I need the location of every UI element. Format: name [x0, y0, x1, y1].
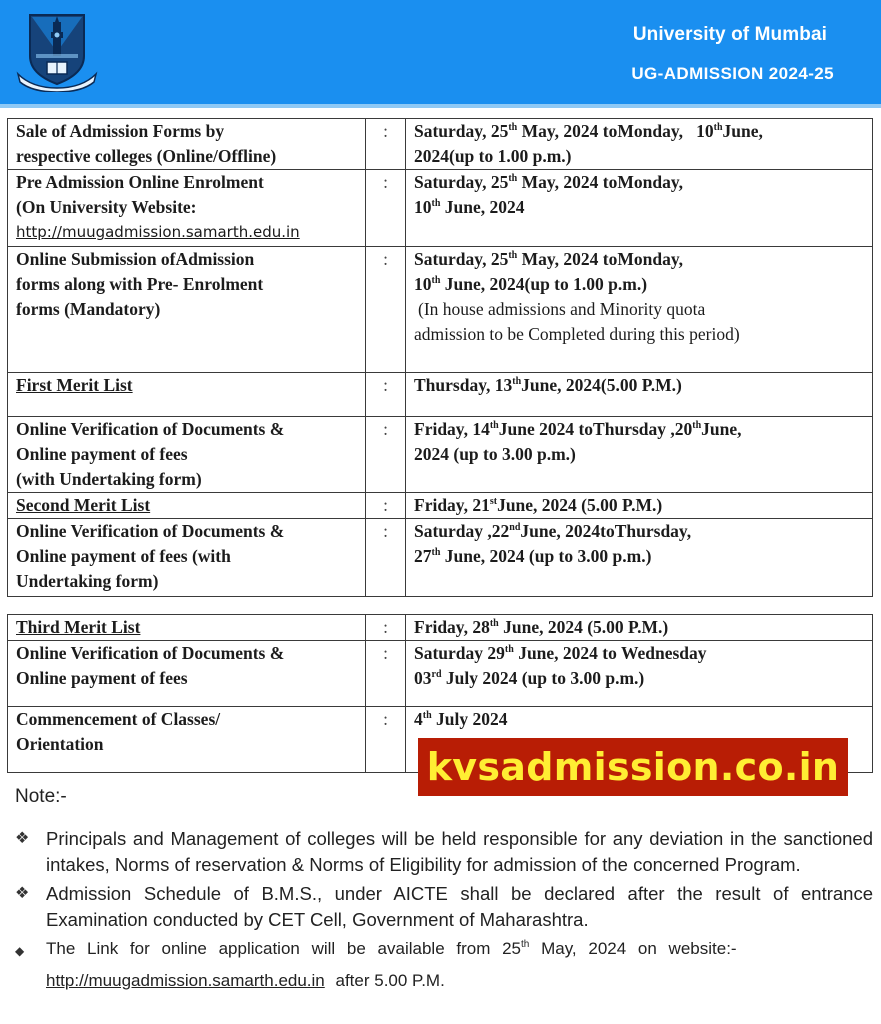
date-cell: Friday, 14thJune 2024 toThursday ,20thJune, 2024 (up to 3.00 p.m.)	[406, 417, 873, 493]
table-row	[8, 170, 873, 247]
table-row	[8, 641, 873, 707]
separator: :	[366, 170, 406, 247]
list-item: ❖ Admission Schedule of B.M.S., under AICTE shall be declared after the result of entrance Examination conducted by CET Cell, Government of Maharashtra.	[15, 883, 873, 930]
diamond-bullet-icon: ❖	[15, 830, 30, 847]
header-subtitle: UG-ADMISSION 2024-25	[631, 64, 834, 83]
separator: :	[366, 119, 406, 170]
separator: :	[366, 641, 406, 707]
activity-cell: Commencement of Classes/ Orientation	[8, 707, 366, 773]
activity-cell: Online Verification of Documents & Online payment of fees	[8, 641, 366, 707]
notes-list	[15, 826, 873, 997]
watermark-banner: kvsadmission.co.in	[418, 738, 848, 796]
table-row	[8, 247, 873, 373]
table-row	[8, 417, 873, 493]
page-header	[0, 0, 881, 104]
activity-cell: Pre Admission Online Enrolment (On University Website: http://muugadmission.samarth.edu.in	[8, 170, 366, 247]
date-cell: Thursday, 13thJune, 2024(5.00 P.M.)	[406, 373, 873, 417]
date-cell: Saturday, 25th May, 2024 toMonday, 10th June, 2024	[406, 170, 873, 247]
date-cell: 4th July 2024	[406, 707, 873, 773]
separator: :	[366, 247, 406, 373]
diamond-bullet-icon: ◆	[15, 944, 25, 958]
university-crest-icon	[14, 12, 100, 92]
activity-cell: Sale of Admission Forms by respective colleges (Online/Offline)	[8, 119, 366, 170]
date-cell: Saturday ,22ndJune, 2024toThursday, 27th June, 2024 (up to 3.00 p.m.)	[406, 519, 873, 597]
list-item: ◆ The Link for online application will be available from 25th May, 2024 on website:- http://muugadmission.samarth.edu.in after 5.00 P.M.	[15, 939, 737, 990]
activity-cell: First Merit List	[8, 373, 366, 417]
date-cell: Friday, 28th June, 2024 (5.00 P.M.)	[406, 615, 873, 641]
admission-portal-link[interactable]: http://muugadmission.samarth.edu.in	[46, 971, 325, 990]
table-row	[8, 519, 873, 597]
separator: :	[366, 707, 406, 773]
separator: :	[366, 373, 406, 417]
header-title: University of Mumbai	[632, 24, 827, 45]
notes-heading: Note:-	[15, 786, 67, 807]
date-cell: Saturday 29th June, 2024 to Wednesday 03rd July 2024 (up to 3.00 p.m.)	[406, 641, 873, 707]
separator: :	[366, 417, 406, 493]
table-row	[8, 119, 873, 170]
table-row	[8, 493, 873, 519]
activity-cell: Third Merit List	[8, 615, 366, 641]
date-cell: Friday, 21stJune, 2024 (5.00 P.M.)	[406, 493, 873, 519]
separator: :	[366, 493, 406, 519]
table-row	[8, 373, 873, 417]
activity-cell: Online Verification of Documents & Online payment of fees (with Undertaking form)	[8, 519, 366, 597]
activity-cell: Second Merit List	[8, 493, 366, 519]
admission-schedule-table	[7, 118, 873, 597]
list-item: ❖ Principals and Management of colleges will be held responsible for any deviation in the sanctioned intakes, Norms of reservation & Norms of Eligibility for admission of the concerned Program.	[15, 828, 873, 875]
table-row	[8, 615, 873, 641]
date-cell: Saturday, 25th May, 2024 toMonday, 10thJune, 2024(up to 1.00 p.m.)	[406, 119, 873, 170]
separator: :	[366, 615, 406, 641]
diamond-bullet-icon: ❖	[15, 885, 30, 902]
university-website-link[interactable]: http://muugadmission.samarth.edu.in	[16, 223, 300, 241]
header-divider	[0, 104, 881, 108]
separator: :	[366, 519, 406, 597]
activity-cell: Online Verification of Documents & Online payment of fees (with Undertaking form)	[8, 417, 366, 493]
date-cell: Saturday, 25th May, 2024 toMonday, 10th June, 2024(up to 1.00 p.m.) (In house admissions and Minority quota admission to be Completed during this period)	[406, 247, 873, 373]
activity-cell: Online Submission ofAdmission forms along with Pre- Enrolment forms (Mandatory)	[8, 247, 366, 373]
